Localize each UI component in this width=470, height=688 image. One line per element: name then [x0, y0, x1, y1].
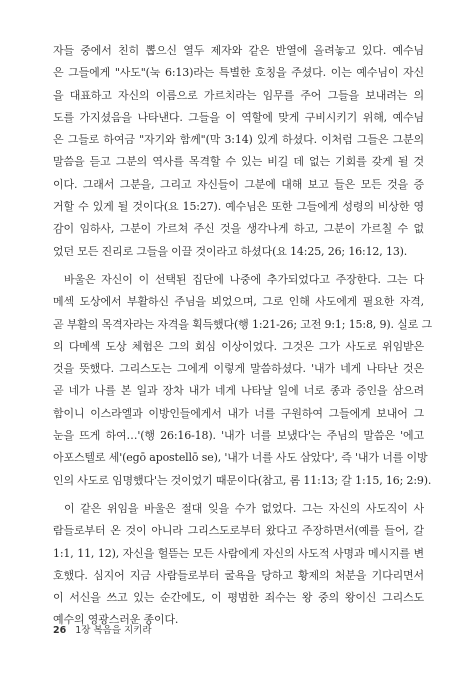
text-line: 은 그들로 하여금 "자기와 함께"(막 3:14) 있게 하셨다. 이처럼 그들은 그분의: [53, 133, 424, 147]
paragraph: [53, 269, 432, 492]
text-line: 곧 네가 나를 본 일과 장차 내가 네게 나타날 일에 너로 종과 증인을 삼으려: [53, 384, 424, 398]
body-text: [53, 40, 432, 632]
text-line: 것을 뜻했다. 그리스도는 그에게 이렇게 말씀하셨다. '내가 네게 나타난 것은: [53, 362, 424, 376]
text-line: 1:1, 11, 12), 자신을 헐뜯는 모든 사람에게 자신의 사도적 사명과 메시지를 변: [53, 546, 424, 560]
text-line: 메섹 도상에서 부활하신 주님을 뵈었으며, 그로 인해 사도에게 필요한 자격,: [53, 295, 424, 309]
text-line: 눈을 뜨게 하여…'(행 26:16-18). '내가 너를 보냈다'는 주님의 말씀은 '에고: [53, 429, 424, 443]
text-line: 이 같은 위임을 바울은 절대 잊을 수가 없었다. 그는 자신의 사도직이 사: [64, 501, 424, 515]
text-line: 바울은 자신이 이 선택된 집단에 나중에 추가되었다고 주장한다. 그는 다: [64, 272, 424, 286]
text-line: 자들 중에서 친히 뽑으신 열두 제자와 같은 반열에 올려놓고 있다. 예수님: [53, 44, 424, 57]
chapter-title: 1장 복음을 지키라: [75, 625, 152, 636]
text-line: 예수의 영광스러운 종이다.: [53, 613, 179, 627]
text-line: 의 다메섹 도상 체험은 그의 회심 이상이었다. 그것은 그가 사도로 위임받은: [53, 339, 424, 353]
text-line: 은 그들에게 "사도"(눅 6:13)라는 특별한 호칭을 주셨다. 이는 예수님이 자신: [53, 66, 424, 80]
text-line: 함이니 이스라엘과 이방인들에게서 내가 너를 구원하여 그들에게 보내어 그: [53, 406, 424, 420]
text-line: 인의 사도로 임명했다'는 것이었기 때문이다(참고, 롬 11:13; 갈 1:15, 16; 2:9).: [53, 473, 432, 487]
text-line: 말씀을 듣고 그분의 역사를 목격할 수 있는 비길 데 없는 기회를 갖게 될 것: [53, 155, 424, 169]
text-line: 었던 모든 진리로 그들을 이끌 것이라고 하셨다(요 14:25, 26; 16:12, 13).: [53, 244, 408, 258]
text-line: 감이 임하사, 그분이 가르쳐 주신 것을 생각나게 하고, 그분이 가르칠 수 없: [53, 222, 424, 236]
text-line: 도를 가지셨음을 나타낸다. 그들을 이 역할에 맞게 구비시키기 위해, 예수님: [53, 110, 424, 124]
text-line: 거할 수 있게 될 것이다(요 15:27). 예수님은 또한 그들에게 성령의 비상한 영: [53, 200, 424, 214]
paragraph: [53, 40, 424, 263]
text-line: 이다. 그래서 그분을, 그리고 자신들이 그분에 대해 보고 들은 모든 것을 증: [53, 177, 424, 191]
text-line: 호했다. 심지어 지금 사람들로부터 굴욕을 당하고 황제의 처분을 기다리면서: [53, 568, 424, 582]
text-line: 을 대표하고 자신의 이름으로 가르치라는 임무를 주어 그들을 보내려는 의: [53, 88, 424, 102]
text-line: 이 서신을 쓰고 있는 순간에도, 이 평범한 죄수는 왕 중의 왕이신 그리스도: [53, 591, 424, 605]
text-line: 아포스텔로 세'(egō apostellō se), '내가 너를 사도 삼았다', 즉 '내가 너를 이방: [53, 451, 428, 465]
text-line: 곧 부활의 목격자라는 자격을 획득했다(행 1:21-26; 고전 9:1; 15:8, 9). 실로 그: [53, 317, 432, 331]
page-number: 26: [53, 625, 67, 636]
page-footer: [53, 622, 152, 636]
text-line: 람들로부터 온 것이 아니라 그리스도로부터 왔다고 주장하면서(예를 들어, 갈: [53, 524, 424, 538]
paragraph: [53, 498, 424, 632]
